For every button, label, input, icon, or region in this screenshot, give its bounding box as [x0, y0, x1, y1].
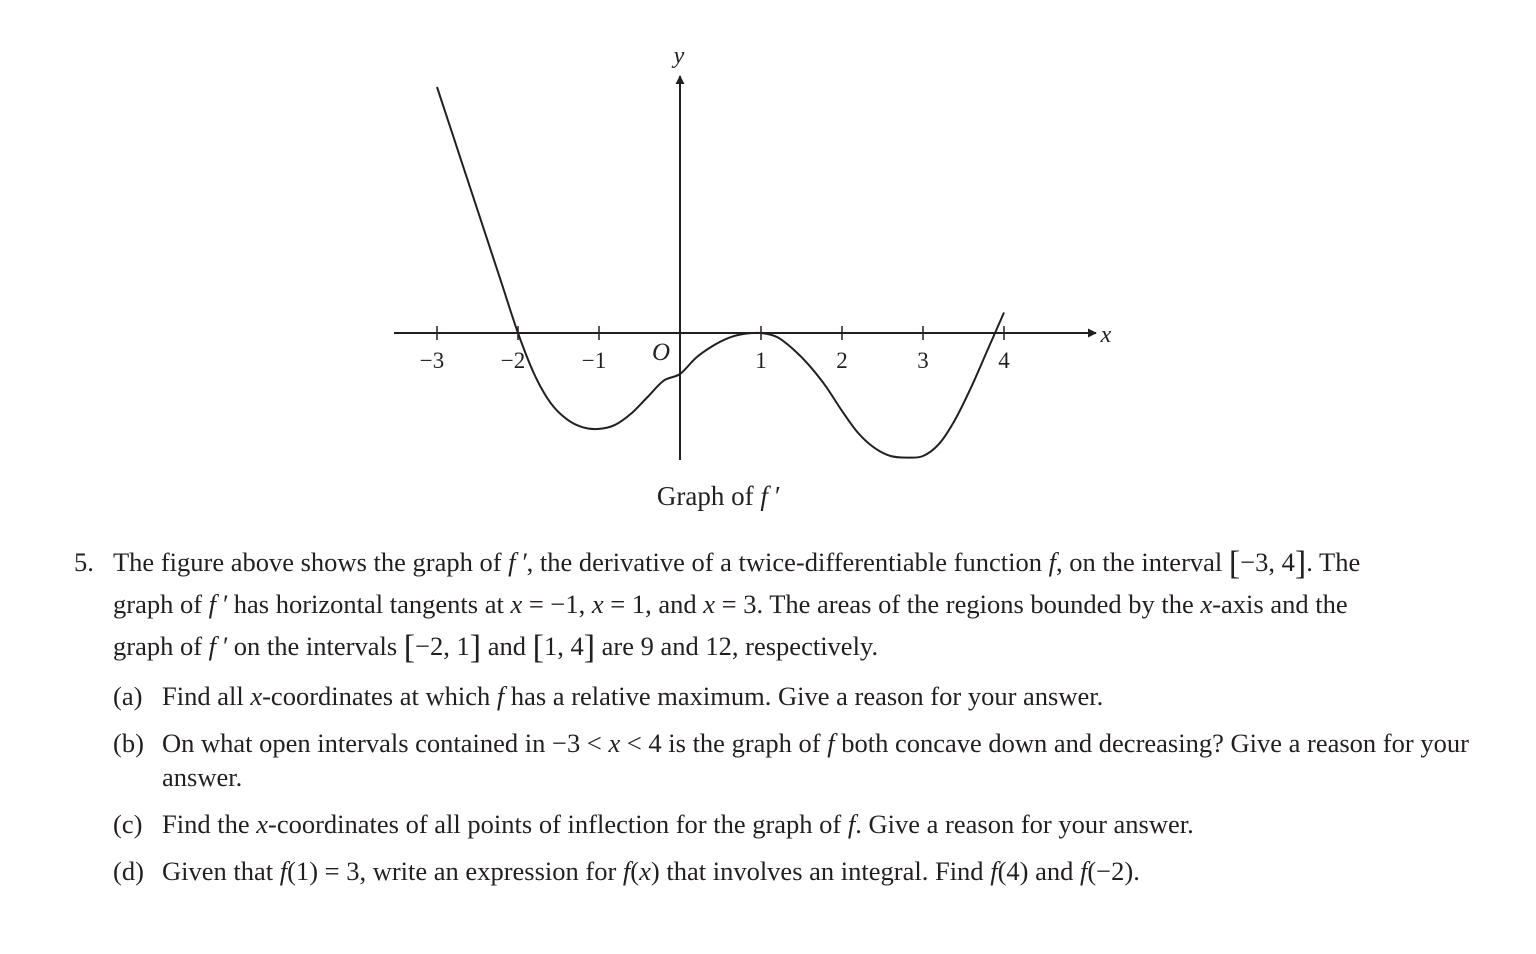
caption-function: f ′ — [760, 481, 780, 511]
part-b — [113, 726, 1494, 794]
stem-text-5: . The graph of — [113, 547, 1361, 619]
origin-label: O — [651, 339, 671, 366]
problem-number: 5. — [74, 547, 94, 577]
x-tick-label-1: 1 — [755, 348, 767, 373]
part-b-label: (b) — [113, 728, 144, 758]
stem-f-prime-2: f ′ — [208, 589, 228, 619]
stem-x-1: x — [510, 589, 523, 619]
part-a-text: Find all x-coordinates at which f has a relative maximum. Give a reason for your answer. — [162, 681, 1104, 711]
stem-text-8: on the intervals — [233, 631, 398, 661]
f-prime-curve — [437, 87, 1004, 458]
part-d — [113, 854, 1494, 888]
stem-value-2: = 1, — [610, 589, 652, 619]
part-d-label: (d) — [113, 856, 144, 886]
x-tick-label-2: 2 — [836, 348, 848, 373]
problem-parts — [113, 679, 1494, 888]
stem-text-9: are 9 and 12, respectively. — [601, 631, 879, 661]
x-axis-label: x — [1100, 322, 1112, 348]
stem-interval-3: 1, 4 — [543, 631, 584, 661]
x-tick-label-4: 4 — [998, 348, 1010, 373]
stem-f-prime-3: f ′ — [208, 631, 228, 661]
x-tick-label--2: −2 — [500, 348, 526, 373]
graph-caption — [657, 481, 780, 511]
stem-text-1: The figure above shows the graph of — [113, 547, 502, 577]
stem-interval-2: −2, 1 — [415, 631, 470, 661]
stem-interval-1: −3, 4 — [1240, 547, 1295, 577]
part-c — [113, 807, 1494, 841]
caption-prefix: Graph of — [656, 481, 754, 511]
stem-and-2: and — [487, 631, 527, 661]
part-d-text: Given that f(1) = 3, write an expression for f(x) that involves an integral. Find f(4) and f(−2). — [162, 856, 1140, 886]
part-b-text: On what open intervals contained in −3 < x < 4 is the graph of f both concave down and decreasing? Give a reason for your answer. — [162, 728, 1469, 792]
part-a-label: (a) — [113, 681, 143, 711]
stem-text-2: , the derivative of a twice-differentiable function — [526, 547, 1042, 577]
stem-x-3: x — [703, 589, 715, 619]
stem-f-1: f — [1048, 547, 1056, 577]
x-tick-label-3: 3 — [917, 348, 929, 373]
stem-text-7: -axis and the graph of — [113, 589, 1348, 661]
x-tick-label--3: −3 — [419, 348, 445, 373]
stem-f-prime-1: f ′ — [508, 547, 527, 577]
stem-value-3: = 3. The areas of the regions bounded by the — [721, 589, 1194, 619]
part-c-text: Find the x-coordinates of all points of inflection for the graph of f. Give a reason for your answer. — [162, 809, 1194, 839]
y-axis-label: y — [673, 43, 685, 69]
stem-and-1: and — [658, 589, 697, 619]
problem-stem — [74, 541, 1494, 667]
part-a — [113, 679, 1494, 713]
stem-text-3: , on the interval — [1055, 547, 1223, 577]
part-c-label: (c) — [113, 809, 143, 839]
stem-x-4: x — [1200, 589, 1213, 619]
stem-value-1: = −1, — [528, 589, 586, 619]
stem-text-6: has horizontal tangents at — [233, 589, 504, 619]
problem-statement: The figure above shows the graph of f ′, the derivative of a twice-differentiable function f, on the interval [−3, 4]. The graph of f ′ has horizontal tangents at x = −1, x = 1, and x = 3. The areas of the regions bounded by the x-axis and the graph of f ′ on the intervals [−2, 1] and [1, 4] are 9 and 12, respectively. — [113, 545, 1361, 666]
problem-5 — [74, 541, 1494, 901]
x-tick-label--1: −1 — [581, 348, 607, 373]
stem-x-2: x — [591, 589, 604, 619]
